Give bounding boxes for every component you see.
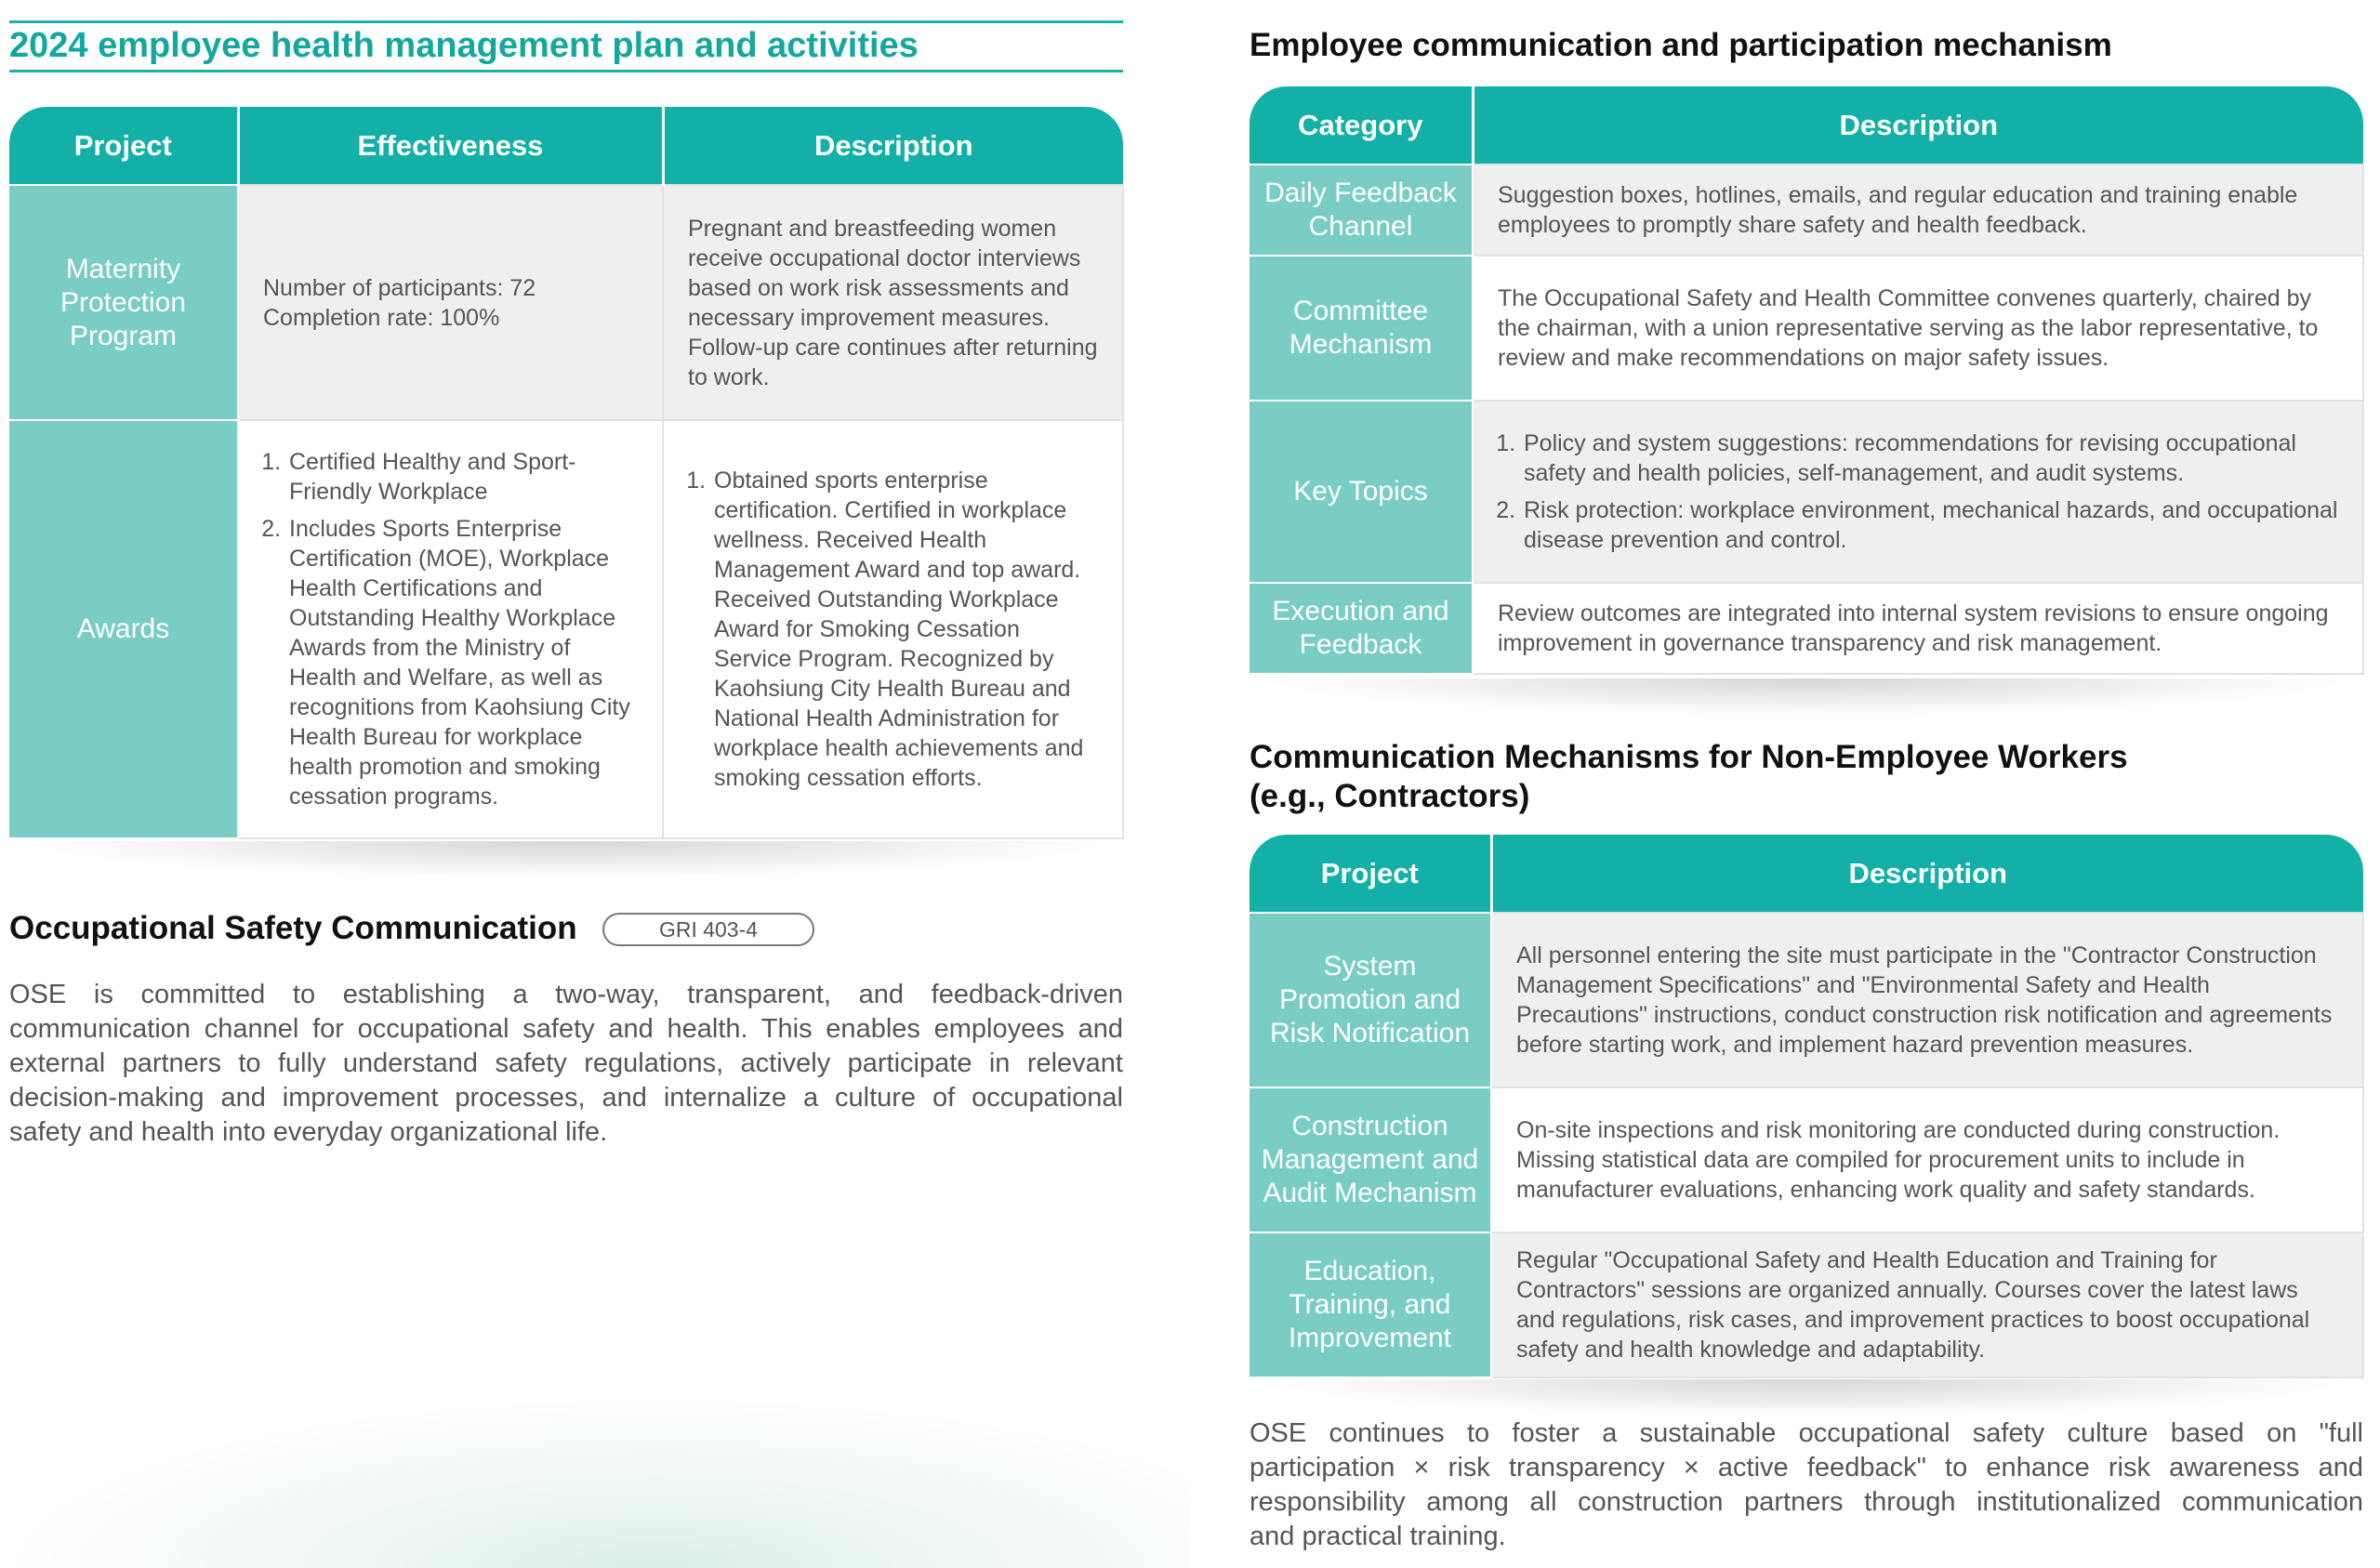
list-item: 1. Policy and system suggestions: recommendations for revising occupational safety and health policies, self-management, and audit systems.	[1522, 428, 2338, 488]
header-description: Description	[663, 107, 1123, 185]
table-row	[9, 185, 1123, 420]
table-shadow	[1268, 679, 2347, 716]
header-category: Category	[1250, 86, 1473, 165]
table-shadow	[1268, 1379, 2347, 1416]
description-cell: On-site inspections and risk monitoring are conducted during construction. Missing statistical data are compiled for procurement units to include in manufacturer evaluations, enhancing work quality and safety standards.	[1491, 1087, 2363, 1232]
table-row	[9, 420, 1123, 838]
description-cell: Suggestion boxes, hotlines, emails, and regular education and training enable employees to promptly share safety and health feedback.	[1473, 165, 2363, 256]
effectiveness-cell: Number of participants: 72 Completion rate: 100%	[238, 185, 663, 420]
header-project: Project	[9, 107, 238, 185]
header-effectiveness: Effectiveness	[238, 107, 663, 185]
description-cell: All personnel entering the site must participate in the "Contractor Construction Management Specifications" and "Environmental Safety and Health Precautions" instructions, conduct construction risk notification and agreements before starting work, and implement hazard prevention measures.	[1491, 913, 2363, 1087]
effectiveness-cell	[238, 420, 663, 838]
non-employee-comm-table	[1250, 835, 2364, 1378]
list-item: 1. Obtained sports enterprise certification. Certified in workplace wellness. Received Health Management Award and top award. Received Outstanding Workplace Award for Smoking Cessation Service Program. Recognized by Kaohsiung City Health Bureau and National Health Administration for workplace health achievements and smoking cessation efforts.	[712, 466, 1098, 793]
table-shadow	[28, 841, 1106, 878]
table-row	[1250, 401, 2363, 583]
table-row	[1250, 583, 2363, 674]
table-row	[1250, 1087, 2363, 1232]
table-row	[1250, 256, 2363, 401]
list-item: 2. Includes Sports Enterprise Certification (MOE), Workplace Health Certifications and Outstanding Healthy Workplace Awards from the Ministry of Health and Welfare, as well as recognitions from Kaohsiung City Health Bureau for workplace health promotion and smoking cessation programs.	[287, 514, 638, 811]
page-title: 2024 employee health management plan and activities	[9, 26, 919, 65]
closing-paragraph: OSE continues to foster a sustainable occupational safety culture based on "full participation × risk transparency × active feedback" to enhance risk awareness and responsibility among all construction partners through institutionalized communication and practical training.	[1250, 1418, 2363, 1551]
background-glow	[0, 1283, 1190, 1568]
gri-badge: GRI 403-4	[602, 913, 814, 946]
description-cell: Pregnant and breastfeeding women receive occupational doctor interviews based on work risk assessments and necessary improvement measures. Follow-up care continues after returning to work.	[663, 185, 1123, 420]
header-description: Description	[1473, 86, 2363, 165]
section-title: Employee communication and participation mechanism	[1250, 27, 2112, 63]
occupational-safety-paragraph: OSE is committed to establishing a two-way, transparent, and feedback-driven communication channel for occupational safety and health. This enables employees and external partners to fully understand safety regulations, actively participate in relevant decision-making and improvement processes, and internalize a culture of occupational safety and health into everyday organizational life.	[9, 980, 1123, 1147]
description-cell: The Occupational Safety and Health Committee convenes quarterly, chaired by the chairman, with a union representative serving as the labor representative, to review and make recommendations on major safety issues.	[1473, 256, 2363, 401]
description-cell: Regular "Occupational Safety and Health Education and Training for Contractors" sessions are organized annually. Courses cover the latest laws and regulations, risk cases, and improvement practices to boost occupational safety and health knowledge and adaptability.	[1491, 1232, 2363, 1377]
project-cell: Education, Training, and Improvement	[1250, 1232, 1491, 1377]
project-cell: Awards	[9, 420, 238, 838]
category-cell: Execution and Feedback	[1250, 583, 1473, 674]
project-cell: Construction Management and Audit Mechanism	[1250, 1087, 1491, 1232]
category-cell: Committee Mechanism	[1250, 256, 1473, 401]
list-item: 1. Certified Healthy and Sport-Friendly Workplace	[287, 447, 638, 507]
header-project: Project	[1250, 835, 1491, 913]
section-title: Communication Mechanisms for Non-Employee Workers (e.g., Contractors)	[1250, 739, 2128, 814]
description-cell	[663, 420, 1123, 838]
table-row	[1250, 1232, 2363, 1377]
employee-comm-table	[1250, 86, 2364, 675]
header-description: Description	[1491, 835, 2363, 913]
health-plan-table	[9, 107, 1124, 839]
description-cell: Review outcomes are integrated into internal system revisions to ensure ongoing improvement in governance transparency and risk management.	[1473, 583, 2363, 674]
table-row	[1250, 165, 2363, 256]
category-cell: Daily Feedback Channel	[1250, 165, 1473, 256]
project-cell: System Promotion and Risk Notification	[1250, 913, 1491, 1087]
category-cell: Key Topics	[1250, 401, 1473, 583]
list-item: 2. Risk protection: workplace environment, mechanical hazards, and occupational disease prevention and control.	[1522, 495, 2338, 555]
project-cell: Maternity Protection Program	[9, 185, 238, 420]
table-row	[1250, 913, 2363, 1087]
section-title: Occupational Safety Communication	[9, 910, 577, 946]
description-cell	[1473, 401, 2363, 583]
